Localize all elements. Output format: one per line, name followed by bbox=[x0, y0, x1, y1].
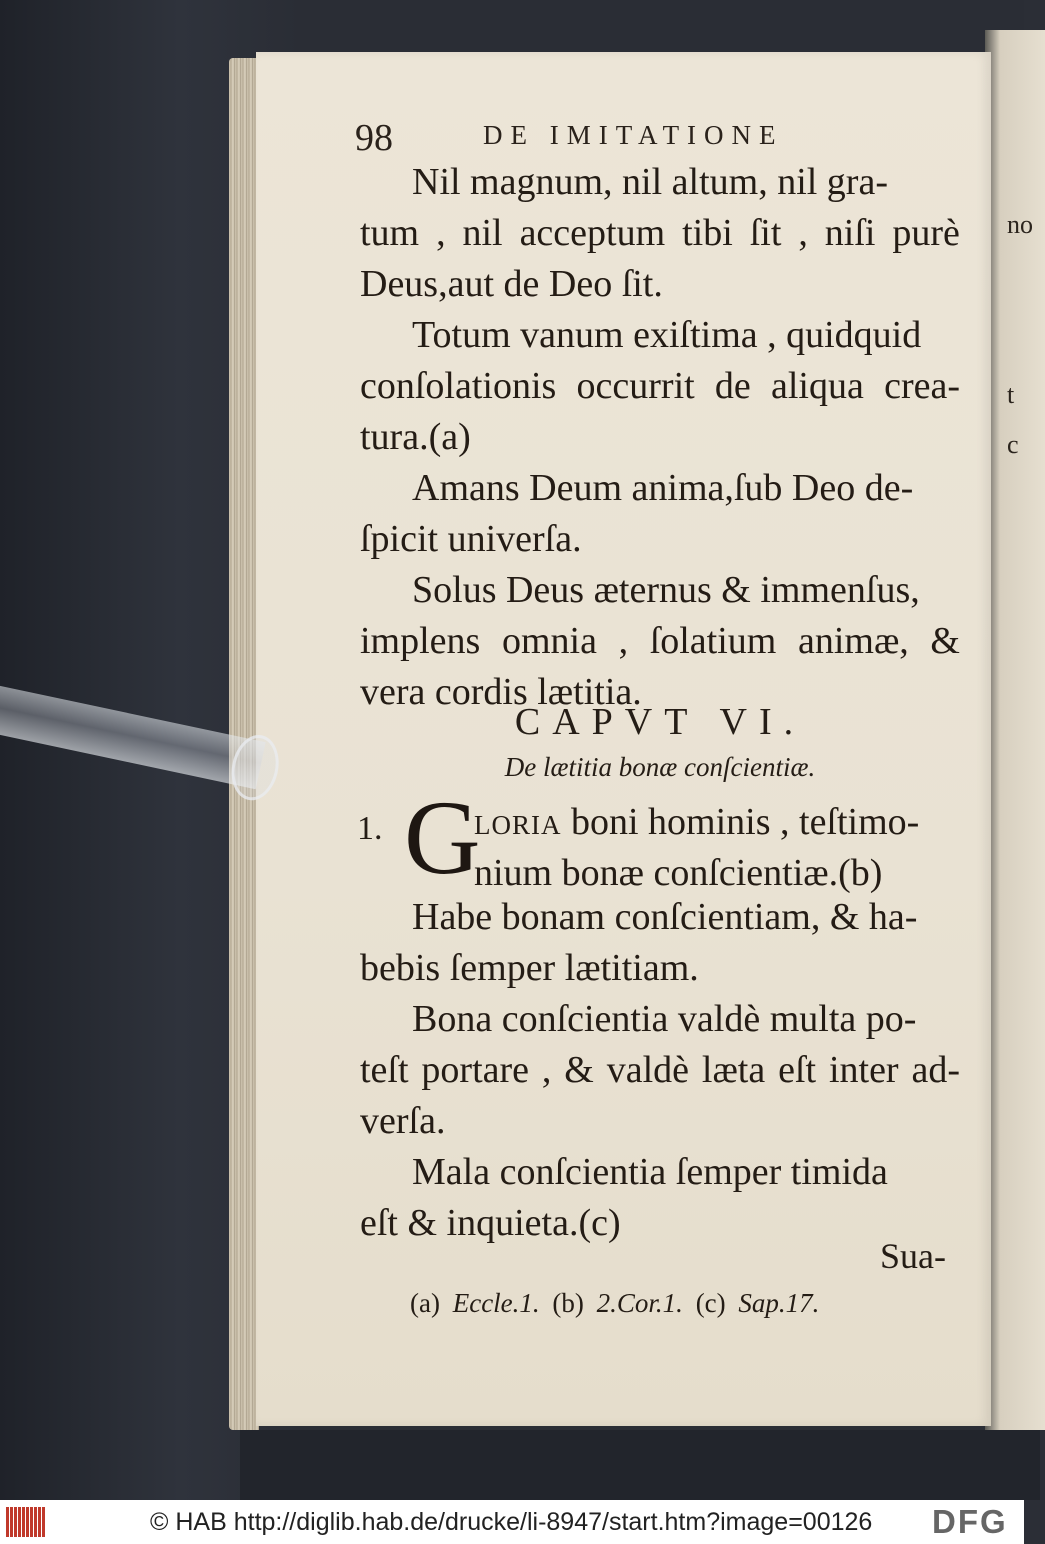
word: , bbox=[436, 212, 446, 254]
body-text-top bbox=[360, 160, 960, 721]
word: crea- bbox=[884, 365, 960, 407]
footer-url-text[interactable]: © HAB http://diglib.hab.de/drucke/li-8947/start.htm?image=00126 bbox=[150, 1508, 873, 1536]
word: , bbox=[618, 620, 629, 662]
word: ad- bbox=[911, 1049, 960, 1091]
word: læta bbox=[701, 1049, 766, 1091]
page-number: 98 bbox=[355, 117, 393, 159]
text-line: Deus,aut de Deo ſit. bbox=[360, 263, 663, 305]
facing-page-fragment: c bbox=[1007, 430, 1019, 459]
footnote-mark: (b) bbox=[552, 1288, 584, 1318]
word: occurrit bbox=[576, 365, 695, 407]
footnote-mark: (a) bbox=[410, 1288, 440, 1318]
word: acceptum bbox=[519, 212, 666, 254]
text-line bbox=[360, 211, 960, 262]
verse-number: 1. bbox=[357, 810, 383, 847]
word: de bbox=[714, 365, 751, 407]
drop-capital: G bbox=[404, 779, 481, 896]
word: & bbox=[564, 1049, 594, 1091]
text-line: Totum vanum exiſtima , quidquid bbox=[412, 314, 922, 356]
text-line bbox=[360, 364, 960, 415]
footnotes bbox=[410, 1288, 819, 1319]
text-line: bebis ſemper lætitiam. bbox=[360, 947, 699, 989]
word: omnia bbox=[501, 620, 597, 662]
verse-first-line bbox=[474, 800, 919, 844]
text-line: Habe bonam conſcientiam, & ha- bbox=[412, 896, 918, 938]
text-line: verſa. bbox=[360, 1100, 446, 1142]
first-line-rest: boni hominis , teſtimo- bbox=[561, 801, 920, 843]
footnote-reference: 2.Cor.1. bbox=[596, 1288, 683, 1318]
word: tum bbox=[360, 212, 420, 254]
footnote-reference: Sap.17. bbox=[738, 1288, 820, 1318]
smallcaps-word: LORIA bbox=[474, 810, 562, 840]
footnote-mark: (c) bbox=[695, 1288, 726, 1318]
word: portare bbox=[421, 1049, 530, 1091]
word: inter bbox=[828, 1049, 899, 1091]
hab-logo-icon bbox=[6, 1507, 48, 1537]
word: teſt bbox=[360, 1049, 409, 1091]
word: niſi bbox=[824, 212, 876, 254]
facing-page-fragment: no bbox=[1007, 210, 1033, 239]
text-line: Amans Deum anima,ſub Deo de- bbox=[412, 467, 914, 509]
word: valdè bbox=[606, 1049, 690, 1091]
text-line: ſpicit univerſa. bbox=[360, 518, 582, 560]
word: , bbox=[798, 212, 808, 254]
body-text-bottom bbox=[360, 895, 960, 1252]
word: ſit bbox=[749, 212, 782, 254]
bottom-shadow bbox=[240, 1430, 1040, 1500]
text-line: Mala conſcientia ſemper timida bbox=[412, 1151, 888, 1193]
text-line: eſt & inquieta.(c) bbox=[360, 1202, 621, 1244]
chapter-title: CAPVT VI. bbox=[514, 701, 806, 743]
word: animæ, bbox=[797, 620, 909, 662]
footer-bar bbox=[0, 1500, 1024, 1544]
text-line: vera cordis lætitia. bbox=[360, 671, 642, 713]
verse-second-line: nium bonæ conſcientiæ.(b) bbox=[474, 852, 883, 894]
word: & bbox=[930, 620, 960, 662]
word: implens bbox=[360, 620, 481, 662]
word: eſt bbox=[778, 1049, 817, 1091]
text-line bbox=[360, 1048, 960, 1099]
word: tibi bbox=[682, 212, 733, 254]
catchword: Sua- bbox=[880, 1236, 946, 1276]
running-head-title: DE IMITATIONE bbox=[483, 120, 784, 150]
footnote-reference: Eccle.1. bbox=[452, 1288, 540, 1318]
word: nil bbox=[462, 212, 503, 254]
dfg-logo: DFG bbox=[932, 1503, 1008, 1540]
text-line: Solus Deus æternus & immenſus, bbox=[412, 569, 920, 611]
chapter-subtitle: De lætitia bonæ conſcientiæ. bbox=[504, 752, 816, 782]
word: purè bbox=[892, 212, 960, 254]
facing-page-fragment: t bbox=[1007, 380, 1015, 409]
word: ſolatium bbox=[649, 620, 777, 662]
text-line: tura.(a) bbox=[360, 416, 471, 458]
page-edges bbox=[229, 58, 259, 1430]
text-line: Nil magnum, nil altum, nil gra- bbox=[412, 161, 888, 203]
word: conſolationis bbox=[360, 365, 557, 407]
facing-page-edge bbox=[985, 30, 1045, 1430]
word: aliqua bbox=[771, 365, 864, 407]
text-line: Bona conſcientia valdè multa po- bbox=[412, 998, 917, 1040]
word: , bbox=[541, 1049, 552, 1091]
text-line bbox=[360, 619, 960, 670]
